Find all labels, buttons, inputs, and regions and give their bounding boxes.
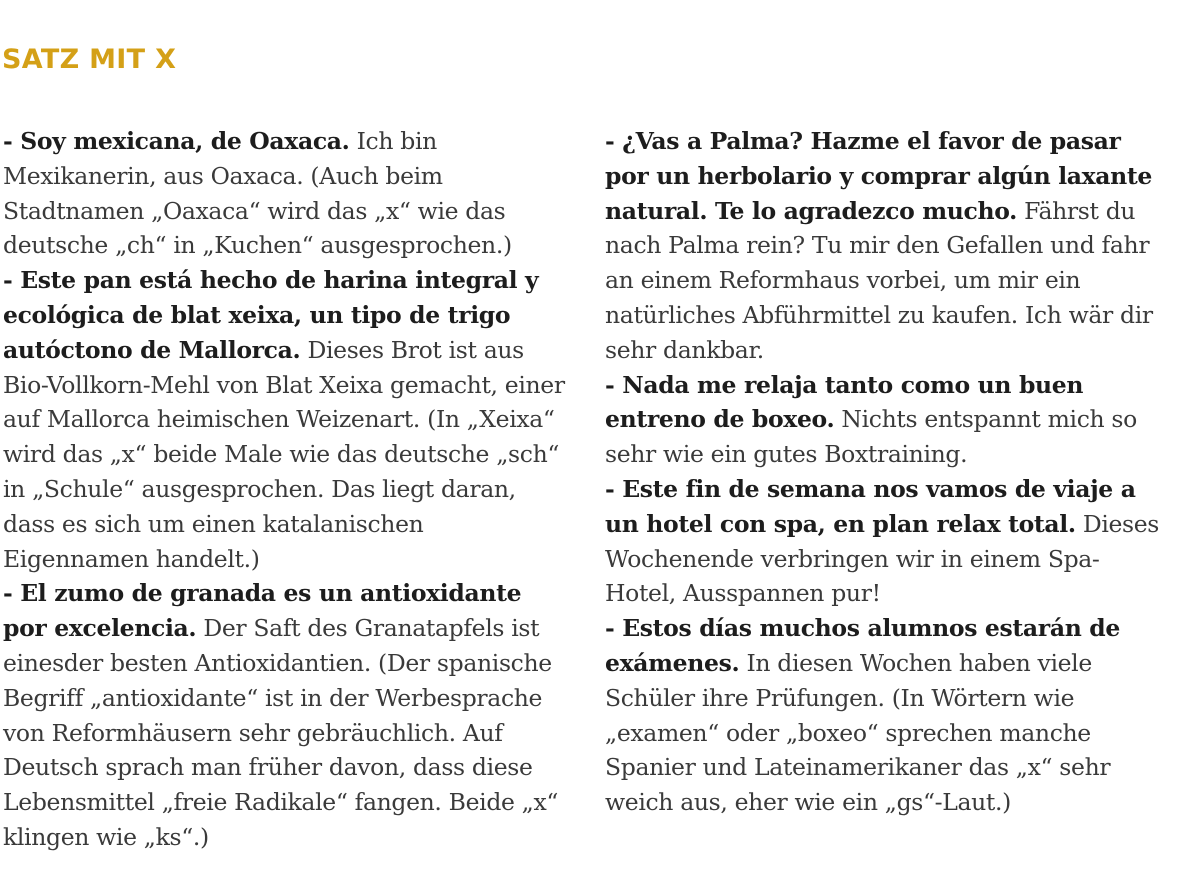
entry-pan-xeixa (3, 263, 565, 576)
german-translation: Fährst du nach Palma rein? Tu mir den Gefallen und fahr an einem Reformhaus vorbei, um mir ein natürliches Abführmittel zu kaufen. Ich wär dir sehr dankbar. (605, 196, 1153, 364)
german-translation: Dieses Wochenende verbringen wir in einem Spa-Hotel, Ausspannen pur! (605, 509, 1160, 608)
article-columns (3, 124, 1170, 855)
german-translation: Nichts entspannt mich so sehr wie ein gutes Boxtraining. (605, 405, 1137, 469)
spanish-sentence: - Este pan está hecho de harina integral y ecológica de blat xeixa, un tipo de trigo autóctono de Mallorca. (3, 266, 539, 364)
german-translation: Ich bin Mexikanerin, aus Oaxaca. (Auch beim Stadtnamen „Oaxaca“ wird das „x“ wie das deutsche „ch“ in „Kuchen“ ausgesprochen.) (3, 127, 512, 260)
spanish-sentence: - ¿Vas a Palma? Hazme el favor de pasar por un herbolario y comprar algún laxante natural. Te lo agradezco mucho. (605, 127, 1153, 225)
entry-antioxidante (3, 576, 565, 854)
entry-examenes (605, 611, 1167, 820)
entry-laxante (605, 124, 1167, 368)
headline: SATZ MIT X (2, 44, 177, 75)
right-column (605, 124, 1167, 855)
entry-oaxaca (3, 124, 565, 263)
entry-relax (605, 472, 1167, 611)
spanish-sentence: - Estos días muchos alumnos estarán de exámenes. (605, 614, 1120, 677)
german-translation: Dieses Brot ist aus Bio-Vollkorn-Mehl von Blat Xeixa gemacht, einer auf Mallorca heimischen Weizenart. (In „Xeixa“ wird das „x“ beide Male wie das deutsche „sch“ in „Schule“ ausgesprochen. Das liegt daran, dass es sich um einen katalanischen Eigennamen handelt.) (3, 335, 565, 573)
left-column (3, 124, 565, 855)
german-translation: In diesen Wochen haben viele Schüler ihre Prüfungen. (In Wörtern wie „examen“ oder „boxeo“ sprechen manche Spanier und Lateinamerikaner das „x“ sehr weich aus, eher wie ein „gs“-Laut.) (605, 648, 1111, 817)
spanish-sentence: - Este fin de semana nos vamos de viaje a un hotel con spa, en plan relax total. (605, 474, 1136, 538)
spanish-sentence: - Nada me relaja tanto como un buen entreno de boxeo. (605, 370, 1084, 434)
spanish-sentence: - Soy mexicana, de Oaxaca. (3, 127, 350, 155)
entry-boxeo (605, 368, 1167, 472)
german-translation: Der Saft des Granatapfels ist einesder besten Antioxidantien. (Der spanische Begriff „antioxidante“ ist in der Werbesprache von Reformhäusern sehr gebräuchlich. Auf Deutsch sprach man früher davon, dass diese Lebensmittel „freie Radikale“ fangen. Beide „x“ klingen wie „ks“.) (3, 614, 559, 851)
spanish-sentence: - El zumo de granada es un antioxidante por excelencia. (3, 579, 522, 643)
